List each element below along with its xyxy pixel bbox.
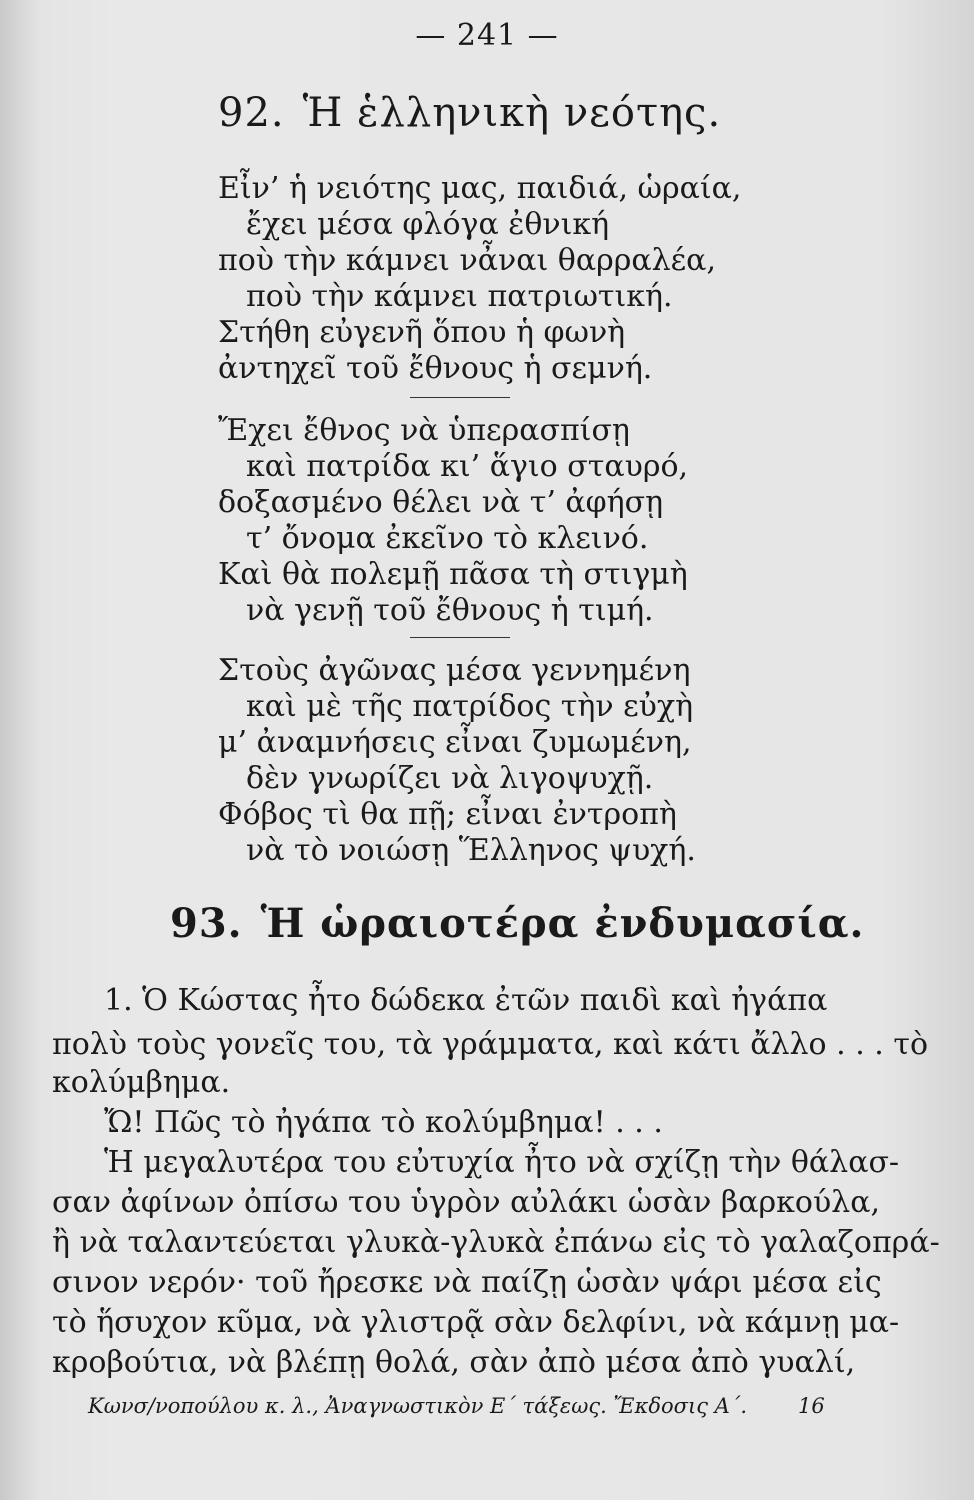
verse-line: ἔχει μέσα φλόγα ἐθνική (246, 207, 610, 242)
verse-line: νὰ γενῇ τοῦ ἔθνους ἡ τιμή. (246, 593, 654, 628)
page-number: — 241 — (415, 18, 559, 53)
story-heading (170, 900, 864, 947)
stanza-divider (410, 637, 510, 638)
prose-line: κολύμβημα. (52, 1065, 231, 1100)
poem-title: Ἡ ἑλληνικὴ νεότης. (302, 90, 722, 136)
prose-line: ἢ νὰ ταλαντεύεται γλυκὰ-γλυκὰ ἐπάνω εἰς τὸ γαλαζοπρά- (52, 1225, 940, 1260)
verse-line: καὶ μὲ τῆς πατρίδος τὴν εὐχὴ (246, 689, 694, 724)
page-footer: Κωνσ/νοπούλου κ. λ., Ἀναγνωστικὸν Ε΄ τάξεως. Ἔκδοσις Α΄. (88, 1394, 748, 1418)
poem-heading (218, 90, 721, 136)
prose-line: τὸ ἥσυχον κῦμα, νὰ γλιστρᾷ σὰν δελφίνι, νὰ κάμνῃ μα- (52, 1305, 900, 1340)
poem-number: 92. (218, 90, 285, 136)
prose-line: πολὺ τοὺς γονεῖς του, τὰ γράμματα, καὶ κάτι ἄλλο . . . τὸ (52, 1027, 929, 1062)
verse-line: τ’ ὄνομα ἐκεῖνο τὸ κλεινό. (246, 521, 649, 556)
verse-line: καὶ πατρίδα κι’ ἅγιο σταυρό, (246, 449, 689, 484)
verse-line: Εἶν’ ἡ νειότης μας, παιδιά, ὡραία, (218, 171, 742, 206)
prose-line: 1. Ὁ Κώστας ἦτο δώδεκα ἐτῶν παιδὶ καὶ ἠγάπα (104, 983, 828, 1018)
verse-line: Στήθη εὐγενῆ ὅπου ἡ φωνὴ (218, 315, 626, 350)
verse-line: Φόβος τὶ θα πῇ; εἶναι ἐντροπὴ (218, 797, 677, 832)
verse-line: Καὶ θὰ πολεμῇ πᾶσα τὴ στιγμὴ (218, 557, 688, 592)
verse-line: δὲν γνωρίζει νὰ λιγοψυχῇ. (246, 761, 654, 796)
verse-line: ποὺ τὴν κάμνει πατριωτική. (246, 279, 673, 314)
prose-line: κροβούτια, νὰ βλέπῃ θολά, σὰν ἀπὸ μέσα ἀπὸ γυαλί, (52, 1345, 856, 1380)
prose-line: Ὤ! Πῶς τὸ ἠγάπα τὸ κολύμβημα! . . . (104, 1105, 663, 1140)
verse-line: Ἔχει ἔθνος νὰ ὑπερασπίσῃ (218, 413, 630, 448)
verse-line: Στοὺς ἀγῶνας μέσα γεννημένη (218, 653, 691, 688)
verse-line: μ’ ἀναμνήσεις εἶναι ζυμωμένη, (218, 725, 692, 760)
story-number: 93. (170, 900, 243, 947)
prose-line: σαν ἀφίνων ὀπίσω του ὑγρὸν αὐλάκι ὡσὰν βαρκούλα, (52, 1185, 880, 1220)
verse-line: δοξασμένο θέλει νὰ τ’ ἀφήσῃ (218, 485, 664, 520)
prose-line: σινον νερόν· τοῦ ἤρεσκε νὰ παίζῃ ὡσὰν ψάρι μέσα εἰς (52, 1265, 882, 1300)
verse-line: ἀντηχεῖ τοῦ ἔθνους ἡ σεμνή. (218, 351, 653, 386)
verse-line: νὰ τὸ νοιώσῃ Ἕλληνος ψυχή. (246, 833, 696, 868)
verse-line: ποὺ τὴν κάμνει νἆναι θαρραλέα, (218, 243, 716, 278)
sheet-number: 16 (798, 1394, 825, 1418)
story-title: Ἡ ὡραιοτέρα ἐνδυμασία. (260, 900, 865, 947)
prose-line: Ἡ μεγαλυτέρα του εὐτυχία ἦτο νὰ σχίζῃ τὴν θάλασ- (104, 1145, 900, 1180)
stanza-divider (410, 397, 510, 398)
